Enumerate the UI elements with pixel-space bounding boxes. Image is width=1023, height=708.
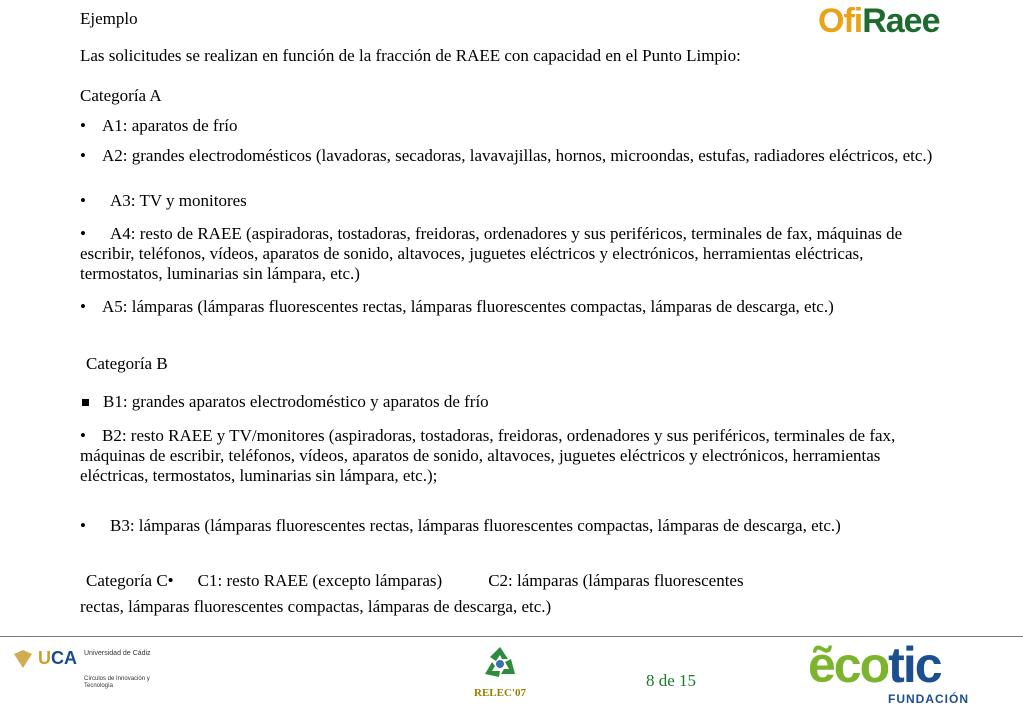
slide-title: Ejemplo: [80, 9, 138, 28]
list-item-a5: [80, 297, 940, 317]
list-item-text: A3: TV y monitores: [110, 191, 247, 210]
category-b-heading: Categoría B: [86, 354, 168, 373]
bullet-icon: •: [80, 191, 86, 210]
list-item-c2: C2: lámparas (lámparas fluorescentes: [488, 571, 744, 590]
uca-emblem-icon: [12, 648, 34, 670]
page-indicator: 8 de 15: [646, 671, 697, 690]
list-item-a4: [80, 224, 940, 284]
list-item-text: A5: lámparas (lámparas fluorescentes rectas, lámparas fluorescentes compactas, lámparas de descarga, etc.): [102, 297, 834, 316]
bullet-icon: •: [167, 571, 174, 590]
ecotic-subtitle: FUNDACIÓN: [888, 692, 969, 706]
recycle-icon: [475, 644, 525, 682]
list-item-b3: [80, 516, 940, 536]
logo-raee-text: Raee: [862, 2, 940, 40]
list-item-a2: [80, 146, 940, 166]
logo-ofi-text: Ofi: [818, 2, 863, 40]
uca-university-name: Universidad de Cádiz: [84, 650, 151, 657]
ecotic-wordmark: ẽcotic: [808, 637, 941, 693]
list-item-b1: [80, 392, 489, 412]
bullet-icon: •: [80, 224, 86, 243]
relec-logo: [470, 644, 530, 699]
ecotic-logo: [808, 637, 969, 706]
bullet-icon: •: [80, 516, 86, 535]
bullet-icon: •: [80, 426, 86, 445]
square-bullet-icon: [82, 399, 89, 406]
category-c-line: [86, 571, 744, 591]
list-item-text: A2: grandes electrodomésticos (lavadoras, secadoras, lavavajillas, hornos, microondas, estufas, radiadores eléctricos, etc.): [102, 146, 933, 165]
list-item-text: B3: lámparas (lámparas fluorescentes rectas, lámparas fluorescentes compactas, lámparas de descarga, etc.): [110, 516, 841, 535]
bullet-icon: •: [80, 146, 86, 165]
category-a-heading: Categoría A: [80, 86, 162, 105]
uca-mark: UCA: [38, 648, 77, 668]
bullet-icon: •: [80, 297, 86, 316]
list-item-text: A4: resto de RAEE (aspiradoras, tostadoras, freidoras, ordenadores y sus periféricos, terminales de fax, máquinas de escribir, teléfonos, vídeos, aparatos de sonido, altavoces, juguetes eléctricos y electrónicos, herramientas eléctricas, termostatos, luminarias sin lámpara, etc.): [80, 224, 903, 283]
uca-subtitle: Círculos de Innovación y Tecnología: [84, 676, 150, 689]
list-item-c2-continued: rectas, lámparas fluorescentes compactas, lámparas de descarga, etc.): [80, 597, 552, 616]
list-item-text: B2: resto RAEE y TV/monitores (aspiradoras, tostadoras, freidoras, ordenadores y sus periféricos, terminales de fax, máquinas de escribir, teléfonos, vídeos, aparatos de sonido, altavoces, juguetes eléctricos y electrónicos, herramientas eléctricas, termostatos, luminarias sin lámpara, etc.);: [80, 426, 896, 485]
list-item-b2: [80, 426, 930, 486]
list-item-a1: [80, 116, 237, 136]
list-item-a3: [80, 191, 247, 211]
list-item-c1: C1: resto RAEE (excepto lámparas): [197, 571, 443, 590]
list-item-text: A1: aparatos de frío: [102, 116, 238, 135]
intro-text: Las solicitudes se realizan en función de la fracción de RAEE con capacidad en el Punto Limpio:: [80, 46, 741, 65]
bullet-icon: •: [80, 116, 86, 135]
relec-label: RELEC'07: [474, 687, 526, 699]
list-item-text: B1: grandes aparatos electrodoméstico y aparatos de frío: [103, 392, 489, 411]
category-c-heading: Categoría C: [86, 571, 168, 590]
ofiraee-logo: [818, 2, 940, 41]
